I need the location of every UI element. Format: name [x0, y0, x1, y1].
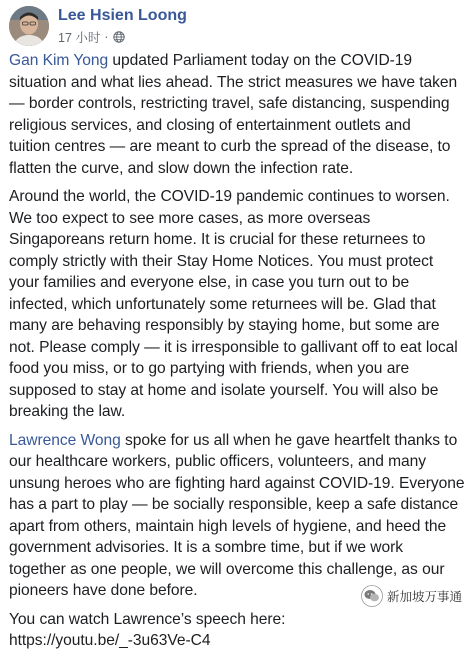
- text-line: [9, 315, 461, 337]
- text-line: [9, 609, 461, 631]
- profile-photo: [9, 6, 49, 46]
- watermark: [361, 585, 462, 607]
- text-segment: You can watch Lawrence’s speech here:: [9, 610, 286, 628]
- post-paragraph: [9, 50, 461, 179]
- text-segment: flatten the curve, and slow down the infection rate.: [9, 159, 354, 177]
- text-segment: infected, which unfortunately some returnees will be. Glad that: [9, 295, 436, 313]
- text-line: [9, 516, 461, 538]
- text-line: [9, 72, 461, 94]
- text-segment: has a part to play — be socially responsible, keep a safe distance: [9, 496, 459, 513]
- text-segment: our healthcare workers, public officers, volunteers, and many: [9, 453, 427, 470]
- text-segment: many are behaving responsibly by staying home, but some are: [9, 317, 440, 334]
- post-timestamp[interactable]: 17 小时: [58, 31, 101, 45]
- text-line: [9, 401, 461, 423]
- author-name[interactable]: Lee Hsien Loong: [58, 7, 187, 24]
- text-segment: Singaporeans return home. It is crucial for these returnees to: [9, 231, 426, 248]
- text-segment: together as one people, we will overcome this challenge, as our: [9, 560, 445, 578]
- text-segment: situation and what lies ahead. The strict measures we have taken: [9, 73, 458, 91]
- text-line: [9, 358, 461, 380]
- text-line: [9, 272, 461, 294]
- text-line: [9, 251, 461, 273]
- text-line: [9, 630, 461, 652]
- text-segment: Around the world, the COVID-19 pandemic continues to worsen.: [9, 188, 450, 205]
- mention-link[interactable]: Lawrence Wong: [9, 431, 121, 449]
- text-line: [9, 473, 465, 495]
- text-segment: breaking the law.: [9, 403, 126, 420]
- text-line: [9, 136, 461, 158]
- post-paragraph: [9, 186, 461, 423]
- meta-separator: ·: [104, 30, 109, 44]
- text-segment: supposed to stay at home and isolate yourself. You will also be: [9, 381, 439, 399]
- text-line: [9, 93, 461, 115]
- wechat-icon: [361, 585, 383, 607]
- text-line: [9, 208, 461, 230]
- text-segment: religious services, and closing of entertainment outlets and: [9, 116, 411, 134]
- text-line: [9, 537, 461, 559]
- text-line: [9, 451, 461, 473]
- post-body: [9, 50, 465, 659]
- watermark-text: 新加坡万事通: [386, 590, 462, 604]
- mention-link[interactable]: Gan Kim Yong: [9, 52, 109, 69]
- text-segment: not. Please comply — it is irresponsible to gallivant off to eat local: [9, 338, 458, 356]
- text-segment: comply strictly with their Stay Home Notices. You must protect: [9, 252, 434, 270]
- text-line: [9, 559, 461, 581]
- text-segment: We too expect to see more cases, as more overseas: [9, 209, 371, 227]
- text-line: [9, 115, 461, 137]
- text-segment: unsung heroes who are fighting hard against COVID-19. Everyone: [9, 474, 465, 492]
- text-line: [9, 294, 461, 316]
- globe-icon[interactable]: [113, 31, 125, 43]
- text-segment: apart from others, maintain high levels of hygiene, and heed the: [9, 517, 447, 535]
- post-meta: [58, 28, 125, 46]
- text-segment: spoke for us all when he gave heartfelt thanks to: [120, 431, 458, 449]
- text-line: [9, 337, 461, 359]
- text-segment: updated Parliament today on the COVID-19: [108, 52, 413, 69]
- avatar[interactable]: [9, 6, 49, 46]
- post-paragraph: [9, 430, 465, 602]
- text-line: [9, 229, 461, 251]
- text-segment: government advisories. It is a sombre time, but if we work: [9, 539, 404, 556]
- text-segment: food you miss, or to go partying with friends, when you are: [9, 360, 410, 377]
- text-line: [9, 186, 461, 208]
- post-paragraph: [9, 609, 461, 652]
- post-header: [9, 6, 458, 46]
- url-link[interactable]: https://youtu.be/_-3u63Ve-C4: [9, 632, 211, 649]
- text-line: [9, 158, 461, 180]
- text-segment: — border controls, restricting travel, safe distancing, suspending: [9, 95, 450, 112]
- text-segment: tuition centres — are meant to curb the spread of the disease, to: [9, 138, 451, 155]
- text-line: [9, 380, 461, 402]
- text-line: [9, 430, 461, 452]
- text-segment: your families and everyone else, in case you turn out to be: [9, 274, 410, 291]
- text-line: [9, 50, 461, 72]
- text-segment: pioneers have done before.: [9, 582, 198, 599]
- text-line: [9, 494, 461, 516]
